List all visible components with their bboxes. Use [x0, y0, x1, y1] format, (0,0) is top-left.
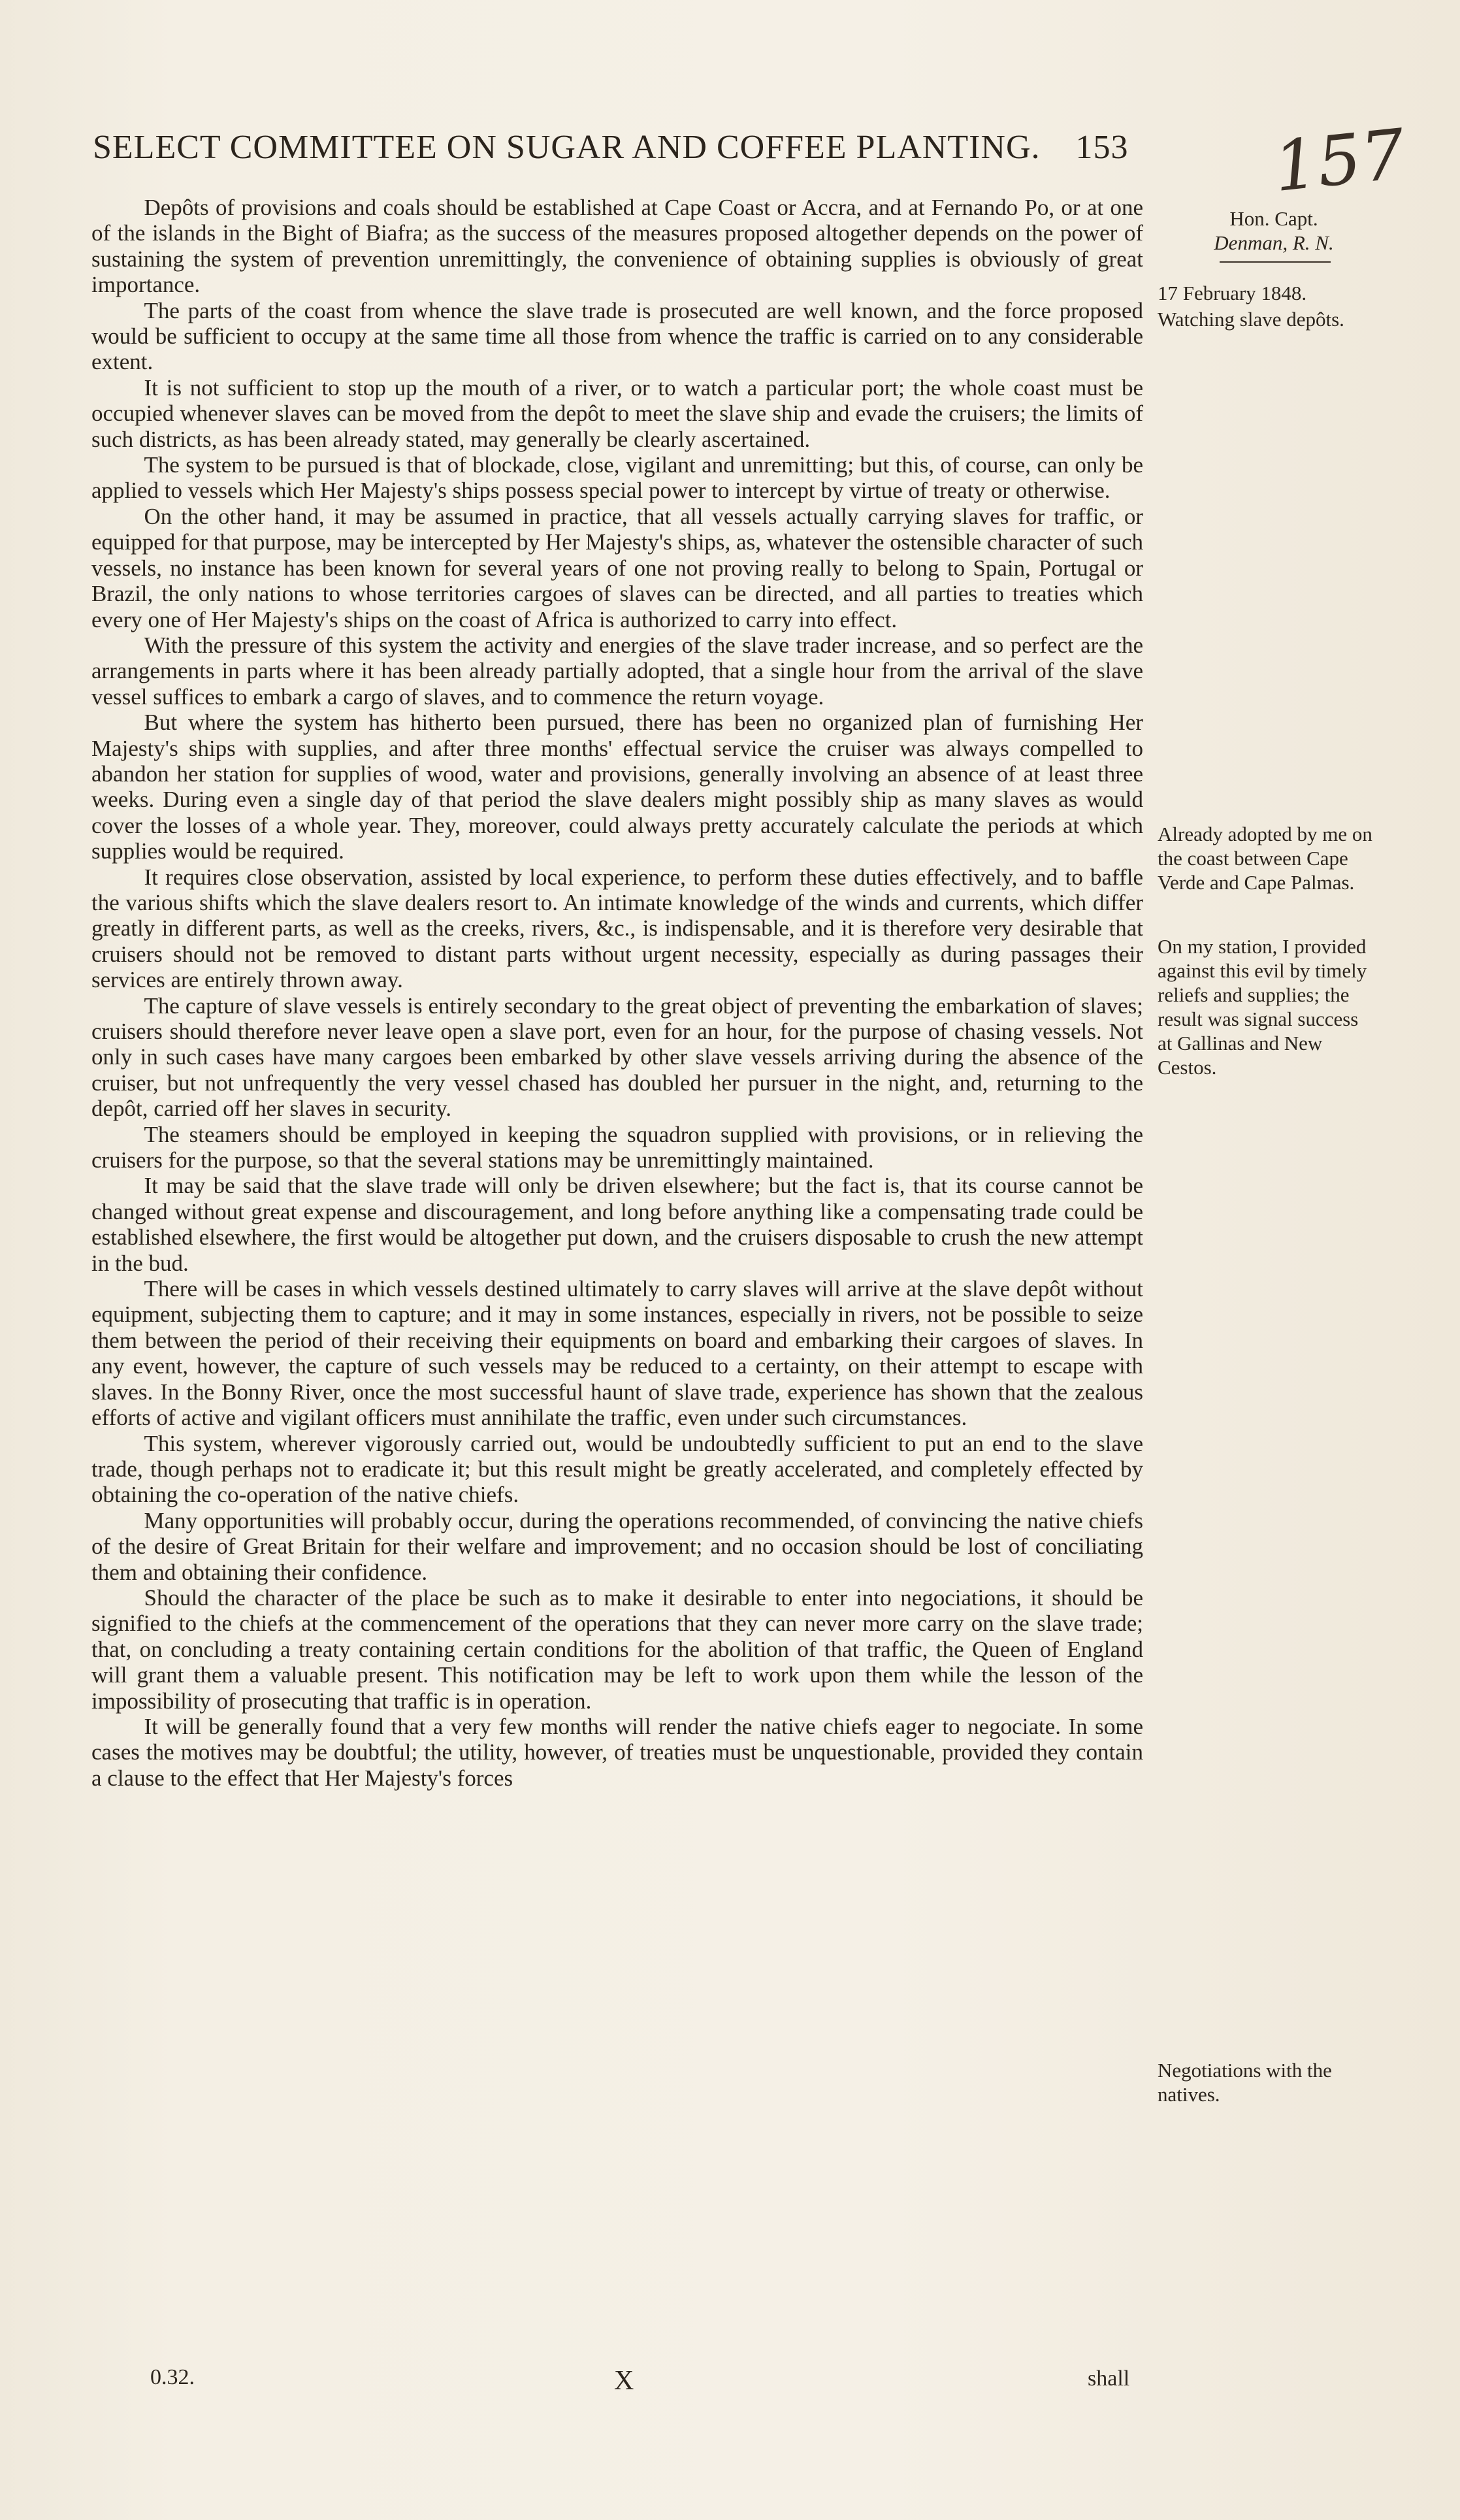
paragraph: The parts of the coast from whence the slave trade is prosecuted are well known, and the force proposed would be sufficient to occupy at the same time all those from whence the traffic is carried on to any considerable extent.	[91, 297, 1143, 375]
paragraph: It is not sufficient to stop up the mouth of a river, or to watch a particular port; the whole coast must be occupied whenever slaves can be moved from the depôt to meet the slave ship and evade the cruisers; the limits of such districts, as has been already stated, may generally be clearly ascertained.	[91, 374, 1143, 452]
paragraph: It will be generally found that a very few months will render the native chiefs eager to negociate. In some cases the motives may be doubtful; the utility, however, of treaties must be unquestionable, provided they contain a clause to the effect that Her Majesty's forces	[91, 1713, 1143, 1791]
paragraph: Many opportunities will probably occur, during the operations recommended, of convincing the native chiefs of the desire of Great Britain for their welfare and improvement; and no occasion should be lost of conciliating them and obtaining their confidence.	[91, 1507, 1143, 1585]
handwritten-folio-number: 157	[1270, 114, 1409, 208]
page-number: 153	[1075, 129, 1129, 166]
paragraph: It requires close observation, assisted by local experience, to perform these duties effectively, and to baffle the various shifts which the slave dealers resort to. An intimate knowledge of the winds and currents, which differ greatly in different parts, as well as the creeks, rivers, &c., is indispensable, and it is therefore very desirable that cruisers should not be removed to distant parts without urgent necessity, especially as during passages their services are entirely thrown away.	[91, 864, 1143, 993]
sidenote-my-station: On my station, I provided against this evil by timely reliefs and supplies; the result was signal success at Gallinas and New Cestos.	[1158, 935, 1367, 1079]
testimony-date: 17 February 1848.	[1158, 282, 1307, 304]
paragraph: Should the character of the place be such as to make it desirable to enter into negociations, it should be signified to the chiefs at the commencement of the operations that they can never more carry on the slave trade; that, on concluding a treaty containing certain conditions for the abolition of that traffic, the Queen of England will grant them a valuable present. This notification may be left to work upon them while the lesson of the impossibility of prosecuting that traffic is in operation.	[91, 1584, 1143, 1714]
body-text	[91, 195, 1143, 1791]
sidenote-already-adopted: Already adopted by me on the coast between Cape Verde and Cape Palmas.	[1158, 823, 1372, 894]
paragraph: The steamers should be employed in keeping the squadron supplied with provisions, or in relieving the cruisers for the purpose, so that the several stations may be unremittingly maintained.	[91, 1121, 1143, 1173]
paragraph: On the other hand, it may be assumed in practice, that all vessels actually carrying slaves for traffic, or equipped for that purpose, may be intercepted by Her Majesty's ships, as, whatever the ostensible character of such vessels, no instance has been known for several years of one not proving really to belong to Spain, Portugal or Brazil, the only nations to whose territories cargoes of slaves can be directed, and all parties to treaties which every one of Her Majesty's ships on the coast of Africa is authorized to carry into effect.	[91, 503, 1143, 632]
paragraph: The capture of slave vessels is entirely secondary to the great object of preventing the embarkation of slaves; cruisers should therefore never leave open a slave port, even for an hour, for the purpose of chasing vessels. Not only in such cases have many cargoes been embarked by other slave vessels arriving during the absence of the cruiser, but not unfrequently the very vessel chased has doubled her pursuer in the night, and, returning to the depôt, carried off her slaves in security.	[91, 992, 1143, 1122]
sidenote-watching-depots: Watching slave depôts.	[1158, 308, 1344, 331]
signature-mark: X	[614, 2366, 634, 2396]
paragraph: But where the system has hitherto been pursued, there has been no organized plan of furnishing Her Majesty's ships with supplies, and after three months' effectual service the cruiser was always compelled to abandon her station for supplies of wood, water and provisions, generally involving an absence of at least three weeks. During even a single day of that period the slave dealers might possibly ship as many slaves as would cover the losses of a whole year. They, moreover, could always pretty accurately calculate the periods at which supplies would be required.	[91, 710, 1143, 864]
paragraph: It may be said that the slave trade will only be driven elsewhere; but the fact is, that its course cannot be changed without great expense and discouragement, and long before anything like a compensating trade could be established elsewhere, the first would be altogether put down, and the cruisers disposable to crush the new attempt in the bud.	[91, 1173, 1143, 1276]
paragraph: There will be cases in which vessels destined ultimately to carry slaves will arrive at the slave depôt without equipment, subjecting them to capture; and it may in some instances, especially in rivers, not be possible to seize them between the period of their receiving their equipments on board and embarking their cargoes of slaves. In any event, however, the capture of such vessels may be reduced to a certainty, on their attempt to escape with slaves. In the Bonny River, once the most successful haunt of slave trade, experience has shown that the zealous efforts of active and vigilant officers must annihilate the traffic, even under such circumstances.	[91, 1276, 1143, 1431]
paragraph: This system, wherever vigorously carried out, would be undoubtedly sufficient to put an end to the slave trade, though perhaps not to eradicate it; but this result might be greatly accelerated, and completely effected by obtaining the co-operation of the native chiefs.	[91, 1430, 1143, 1508]
witness-name: Denman, R. N.	[1214, 231, 1334, 254]
sidenote-negotiations: Negotiations with the natives.	[1158, 2059, 1332, 2106]
running-title: SELECT COMMITTEE ON SUGAR AND COFFEE PLANTING.	[93, 129, 1041, 166]
paragraph: With the pressure of this system the activity and energies of the slave trader increase, and so perfect are the arrangements in parts where it has been already partially adopted, that a single hour from the arrival of the slave vessel suffices to embark a cargo of slaves, and to commence the return voyage.	[91, 632, 1143, 710]
paragraph: The system to be pursued is that of blockade, close, vigilant and unremitting; but this, of course, can only be applied to vessels which Her Majesty's ships possess special power to intercept by virtue of treaty or otherwise.	[91, 452, 1143, 504]
catchword: shall	[1088, 2366, 1130, 2391]
witness-sidenote	[1176, 206, 1372, 255]
witness-title: Hon. Capt.	[1229, 207, 1318, 230]
running-header	[93, 128, 1151, 167]
paragraph: Depôts of provisions and coals should be established at Cape Coast or Accra, and at Fernando Po, or at one of the islands in the Bight of Biafra; as the success of the measures proposed altogether depends on the power of sustaining the system of prevention unremittingly, the convenience of obtaining supplies is obviously of great importance.	[91, 195, 1143, 298]
sidenote-rule	[1220, 261, 1331, 263]
paper-number: 0.32.	[150, 2365, 195, 2389]
